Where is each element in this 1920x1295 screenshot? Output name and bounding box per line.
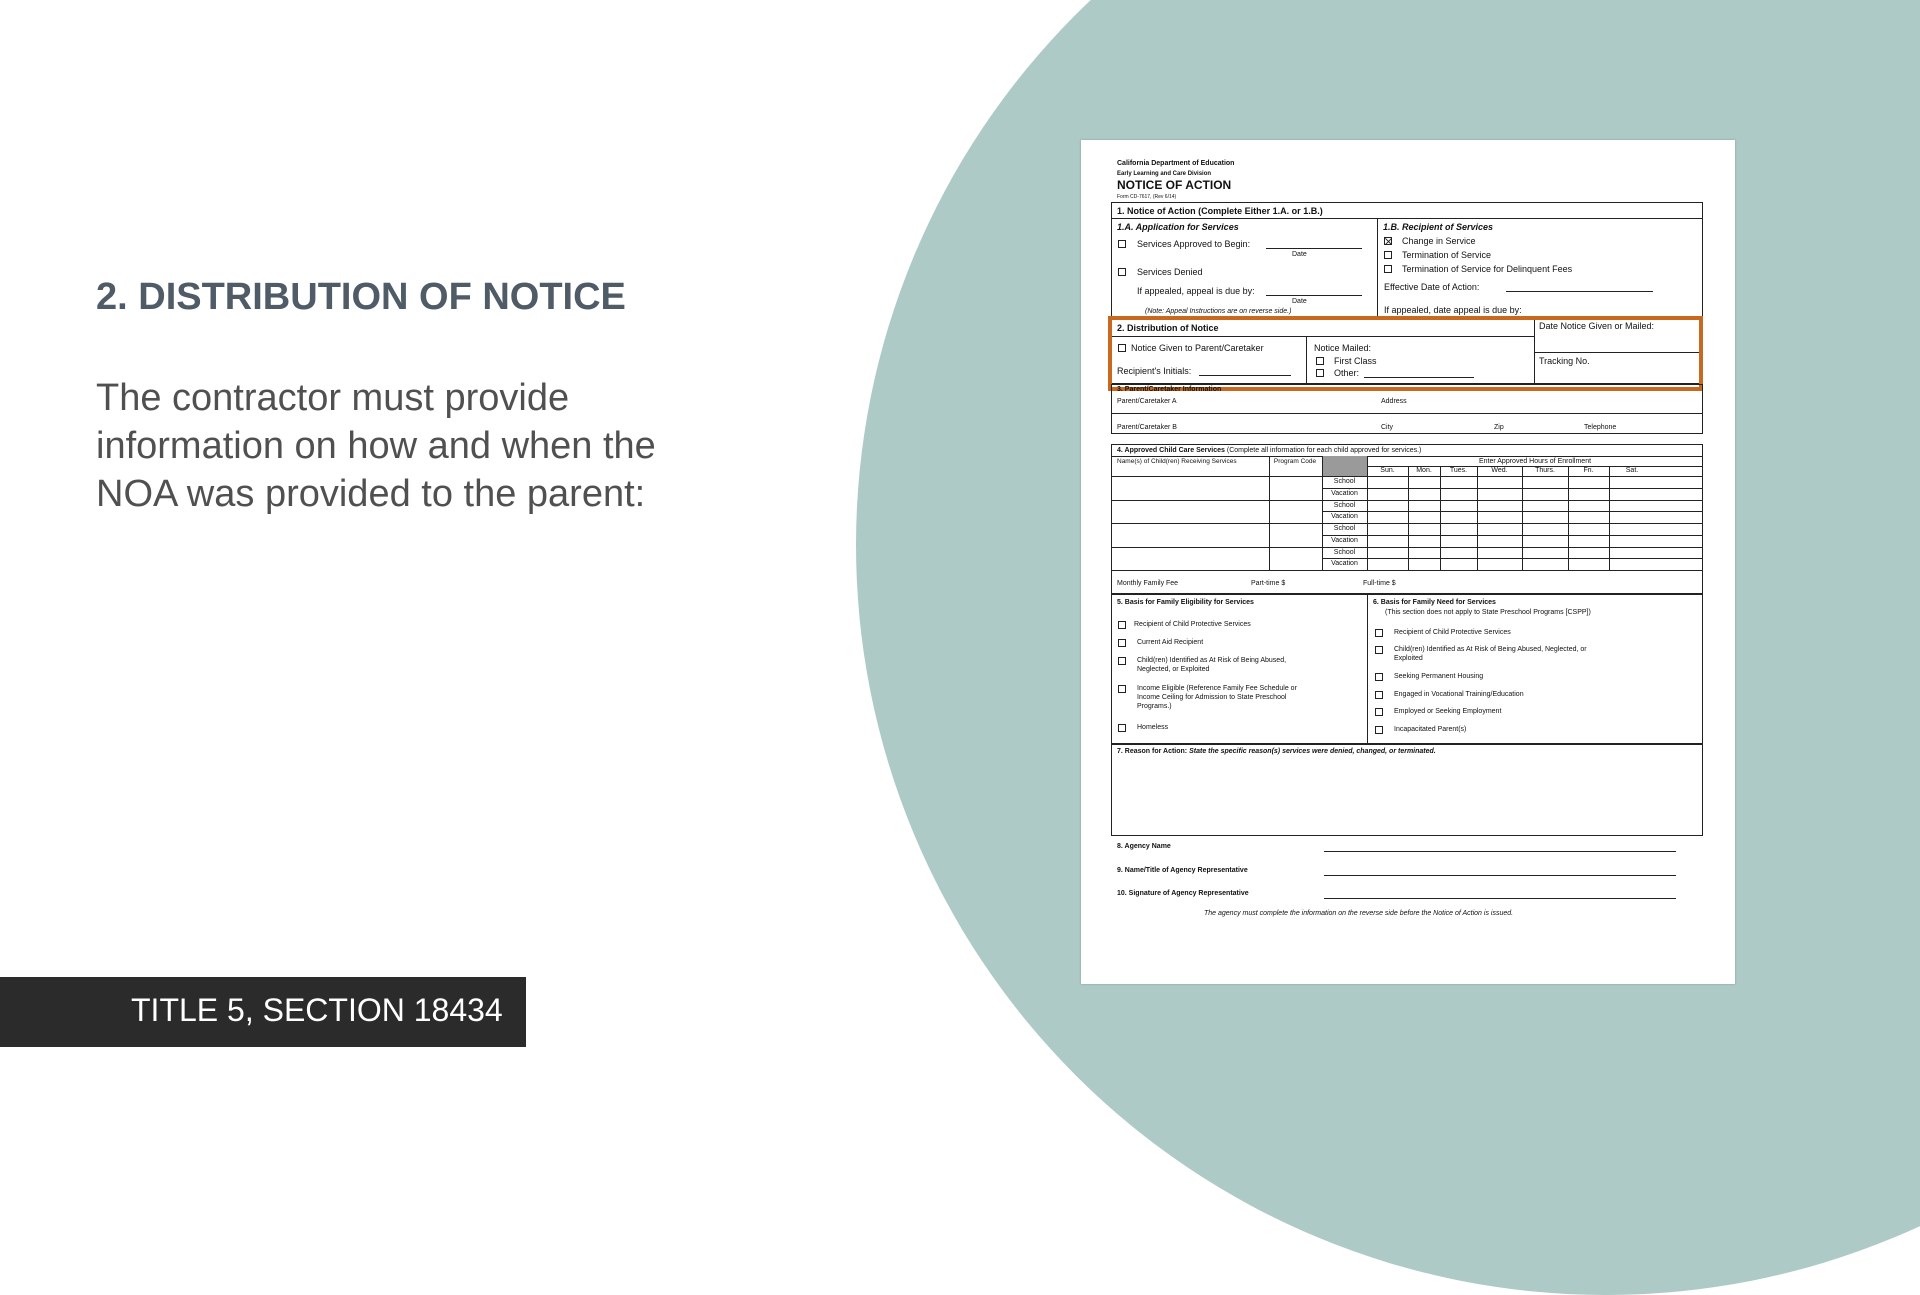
- s1b-term-fees-checkbox: [1384, 265, 1392, 273]
- s4-names-header: Name(s) of Child(ren) Receiving Services: [1117, 458, 1237, 465]
- s9-label: 9. Name/Title of Agency Representative: [1117, 867, 1248, 874]
- s2-tracking-label: Tracking No.: [1539, 356, 1590, 366]
- s5-item-3: Child(ren) Identified as At Risk of Being Abused,: [1137, 657, 1287, 664]
- s6-cb-2: [1375, 646, 1383, 654]
- form-division: Early Learning and Care Division: [1117, 171, 1212, 177]
- s6-cb-3: [1375, 673, 1383, 681]
- distribution-highlight-box: [1108, 316, 1703, 391]
- s6-item-2b: Exploited: [1394, 655, 1423, 662]
- s5-cb-4: [1118, 685, 1126, 693]
- s1a-appeal-label: If appealed, appeal is due by:: [1137, 286, 1255, 296]
- s5-cb-2: [1118, 639, 1126, 647]
- day-col-divider: [1522, 466, 1523, 570]
- s2-title: 2. Distribution of Notice: [1117, 323, 1219, 333]
- s4-part-label: Part-time $: [1251, 580, 1286, 587]
- s5-item-4c: Programs.): [1137, 703, 1172, 710]
- grid-row-label: Vacation: [1331, 536, 1358, 544]
- grid-row-line: [1322, 535, 1703, 536]
- s6-item-4: Engaged in Vocational Training/Education: [1394, 691, 1524, 698]
- s4-program-header: Program Code: [1273, 458, 1317, 465]
- s1a-date-label: Date: [1292, 251, 1307, 258]
- day-col-divider: [1408, 466, 1409, 570]
- s1a-denied-label: Services Denied: [1137, 267, 1203, 277]
- s7-title: 7. Reason for Action:: [1117, 748, 1188, 755]
- day-col-divider: [1609, 466, 1610, 570]
- grid-row-line: [1111, 547, 1703, 548]
- s6-cb-1: [1375, 629, 1383, 637]
- s2-initials-label: Recipient's Initials:: [1117, 366, 1192, 376]
- s3-a-label: Parent/Caretaker A: [1117, 398, 1177, 405]
- grid-row-label: School: [1333, 501, 1356, 509]
- s8-label: 8. Agency Name: [1117, 843, 1171, 850]
- s2-mailed-label: Notice Mailed:: [1314, 343, 1372, 353]
- form-footnote: The agency must complete the information on the reverse side before the Notice of Action is issued.: [1204, 910, 1514, 917]
- s6-sub: (This section does not apply to State Preschool Programs [CSPP]): [1385, 609, 1591, 616]
- s1a-approved-label: Services Approved to Begin:: [1137, 239, 1251, 249]
- day-header-2: Mon.: [1416, 467, 1432, 474]
- day-col-divider: [1477, 466, 1478, 570]
- s1a-approved-checkbox: [1118, 240, 1126, 248]
- s1b-term-checkbox: [1384, 251, 1392, 259]
- form-title: NOTICE OF ACTION: [1117, 178, 1232, 192]
- s5-title: 5. Basis for Family Eligibility for Services: [1117, 599, 1254, 606]
- s4-fee-label: Monthly Family Fee: [1117, 580, 1179, 587]
- s6-cb-6: [1375, 726, 1383, 734]
- grid-row-line: [1322, 488, 1703, 489]
- day-col-divider: [1440, 466, 1441, 570]
- s4-full-label: Full-time $: [1363, 580, 1396, 587]
- s1a-denied-checkbox: [1118, 268, 1126, 276]
- s1-title: 1. Notice of Action (Complete Either 1.A. or 1.B.): [1117, 206, 1323, 216]
- s5-item-4b: Income Ceiling for Admission to State Preschool: [1137, 694, 1287, 701]
- day-header-4: Wed.: [1491, 467, 1508, 474]
- s1a-note: (Note: Appeal Instructions are on reverse side.): [1145, 308, 1292, 315]
- s10-label: 10. Signature of Agency Representative: [1117, 890, 1249, 897]
- day-header-5: Thurs.: [1535, 467, 1555, 474]
- day-header-3: Tues.: [1449, 467, 1468, 474]
- s5-cb-3: [1118, 657, 1126, 665]
- s3-phone-label: Telephone: [1584, 424, 1617, 431]
- s1a-title: 1.A. Application for Services: [1117, 222, 1239, 232]
- form-dept: California Department of Education: [1117, 160, 1235, 167]
- grid-row-label: Vacation: [1331, 489, 1358, 497]
- footer-citation: TITLE 5, SECTION 18434: [131, 992, 503, 1028]
- s6-item-5: Employed or Seeking Employment: [1394, 708, 1502, 715]
- grid-row-line: [1111, 500, 1703, 501]
- s6-cb-5: [1375, 708, 1383, 716]
- grid-row-label: School: [1333, 548, 1356, 556]
- s5-item-4: Income Eligible (Reference Family Fee Schedule or: [1137, 685, 1297, 692]
- s1b-change-checkbox: [1384, 237, 1392, 245]
- s2-first-label: First Class: [1334, 356, 1377, 366]
- s3-b-label: Parent/Caretaker B: [1117, 424, 1177, 431]
- s6-title: 6. Basis for Family Need for Services: [1373, 599, 1496, 606]
- grid-row-label: School: [1333, 525, 1356, 532]
- s4-hours-header: Enter Approved Hours of Enrollment: [1478, 458, 1592, 465]
- s5-item-2: Current Aid Recipient: [1137, 639, 1204, 646]
- s2-date-label: Date Notice Given or Mailed:: [1539, 321, 1655, 331]
- notice-of-action-form-image: [1081, 140, 1735, 984]
- day-col-divider: [1568, 466, 1569, 570]
- form-number: Form CD-7617, (Rev 6/14): [1117, 194, 1177, 200]
- s3-zip-label: Zip: [1494, 424, 1504, 431]
- s1b-term-label: Termination of Service: [1402, 250, 1492, 260]
- s2-other-label: Other:: [1334, 368, 1360, 378]
- day-header-6: Fri.: [1583, 467, 1594, 474]
- slide-heading: 2. DISTRIBUTION OF NOTICE: [96, 276, 626, 318]
- day-header-1: Sun.: [1380, 467, 1395, 474]
- s1b-appeal-label: If appealed, date appeal is due by:: [1384, 305, 1522, 315]
- grid-row-label: Vacation: [1331, 513, 1358, 521]
- s5-item-3b: Neglected, or Exploited: [1137, 666, 1210, 673]
- s1b-change-label: Change in Service: [1402, 236, 1476, 246]
- s5-cb-1: [1118, 621, 1126, 629]
- slide-body-text: The contractor must provide information on how and when the NOA was provided to the parent:: [96, 377, 656, 515]
- s5-item-5: Homeless: [1137, 724, 1169, 731]
- grid-row-label: School: [1333, 478, 1356, 485]
- s2-given-label: Notice Given to Parent/Caretaker: [1131, 343, 1264, 353]
- s6-item-3: Seeking Permanent Housing: [1394, 673, 1484, 680]
- grid-row-line: [1322, 511, 1703, 512]
- s4-gray-header: [1322, 456, 1367, 476]
- s1b-title: 1.B. Recipient of Services: [1383, 222, 1494, 232]
- s3-title: 3. Parent/Caretaker Information: [1117, 386, 1222, 393]
- s3-city-label: City: [1381, 424, 1394, 431]
- grid-row-label: Vacation: [1331, 560, 1358, 568]
- grid-row-line: [1111, 523, 1703, 524]
- s6-item-2: Child(ren) Identified as At Risk of Being Abused, Neglected, or: [1394, 646, 1587, 653]
- s4-sub: (Complete all information for each child approved for services.): [1226, 447, 1422, 454]
- s3-address-label: Address: [1381, 398, 1407, 405]
- s6-item-6: Incapacitated Parent(s): [1394, 726, 1467, 733]
- s1a-date2-label: Date: [1292, 298, 1307, 305]
- s5-item-1: Recipient of Child Protective Services: [1134, 621, 1251, 628]
- s6-item-1: Recipient of Child Protective Services: [1394, 629, 1511, 636]
- day-header-7: Sat.: [1625, 467, 1639, 474]
- s1b-term-fees-label: Termination of Service for Delinquent Fees: [1402, 264, 1573, 274]
- form-section-7-box: [1111, 744, 1703, 836]
- s4-title: 4. Approved Child Care Services: [1117, 447, 1225, 454]
- s7-sub: State the specific reason(s) services were denied, changed, or terminated.: [1189, 748, 1436, 755]
- grid-row-line: [1322, 558, 1703, 559]
- s1b-effective-label: Effective Date of Action:: [1384, 282, 1480, 292]
- s6-cb-4: [1375, 691, 1383, 699]
- grid-row-line: [1111, 476, 1703, 477]
- s5-cb-5: [1118, 724, 1126, 732]
